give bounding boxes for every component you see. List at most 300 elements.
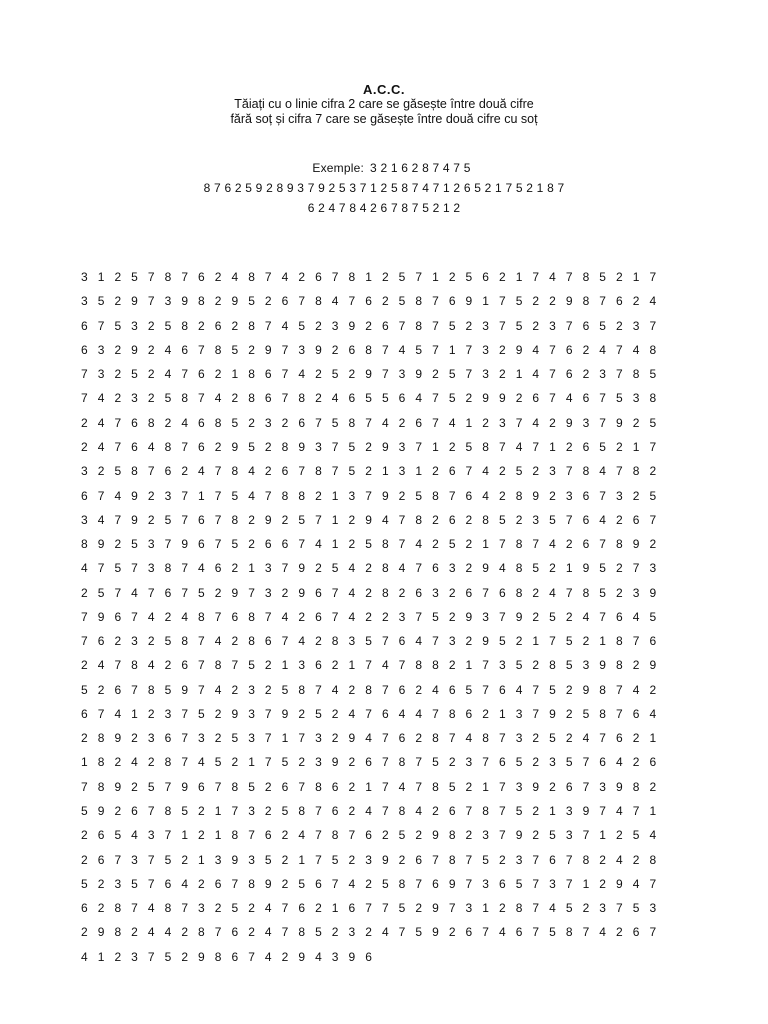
digit-cell[interactable]: 4 [281, 609, 289, 624]
digit-cell[interactable]: 4 [599, 464, 606, 479]
digit-cell[interactable]: 2 [81, 439, 88, 454]
digit-cell[interactable]: 4 [381, 658, 389, 673]
digit-cell[interactable]: 2 [365, 925, 372, 940]
digit-cell[interactable]: 8 [365, 682, 372, 697]
digit-cell[interactable]: 5 [231, 415, 239, 430]
digit-cell[interactable]: 7 [498, 731, 506, 746]
digit-cell[interactable]: 7 [198, 342, 205, 357]
digit-cell[interactable]: 2 [348, 803, 356, 818]
digit-cell[interactable]: 5 [248, 779, 255, 794]
digit-cell[interactable]: 2 [632, 488, 640, 503]
digit-cell[interactable]: 8 [381, 561, 389, 576]
digit-cell[interactable]: 3 [331, 318, 339, 333]
digit-cell[interactable]: 2 [198, 828, 205, 843]
digit-cell[interactable]: 2 [632, 294, 640, 309]
digit-cell[interactable]: 9 [448, 876, 456, 891]
digit-cell[interactable]: 6 [432, 561, 439, 576]
digit-cell[interactable]: 5 [164, 512, 172, 527]
digit-cell[interactable]: 7 [599, 537, 606, 552]
digit-cell[interactable]: 6 [549, 852, 556, 867]
digit-cell[interactable]: 4 [147, 925, 155, 940]
digit-cell[interactable]: 4 [381, 415, 389, 430]
digit-cell[interactable]: 3 [432, 585, 439, 600]
digit-cell[interactable]: 5 [298, 876, 306, 891]
digit-cell[interactable]: 2 [231, 755, 239, 770]
digit-cell[interactable]: 6 [264, 537, 272, 552]
digit-cell[interactable]: 9 [498, 391, 506, 406]
digit-cell[interactable]: 6 [281, 464, 289, 479]
digit-cell[interactable]: 5 [432, 609, 439, 624]
digit-cell[interactable]: 2 [348, 755, 356, 770]
digit-cell[interactable]: 1 [532, 634, 540, 649]
digit-cell[interactable]: 9 [482, 391, 489, 406]
digit-cell[interactable]: 8 [248, 367, 255, 382]
digit-cell[interactable]: 6 [582, 512, 590, 527]
digit-cell[interactable]: 2 [114, 270, 122, 285]
digit-cell[interactable]: 7 [616, 464, 623, 479]
digit-cell[interactable]: 2 [582, 634, 590, 649]
digit-cell[interactable]: 8 [81, 537, 88, 552]
digit-cell[interactable]: 2 [649, 682, 657, 697]
digit-cell[interactable]: 2 [264, 779, 272, 794]
digit-cell[interactable]: 2 [398, 415, 406, 430]
digit-cell[interactable]: 7 [264, 318, 272, 333]
digit-cell[interactable]: 8 [582, 852, 590, 867]
digit-cell[interactable]: 3 [164, 294, 172, 309]
digit-cell[interactable]: 4 [131, 755, 138, 770]
digit-cell[interactable]: 4 [147, 439, 155, 454]
digit-cell[interactable]: 6 [582, 488, 590, 503]
digit-cell[interactable]: 7 [181, 512, 188, 527]
digit-cell[interactable]: 1 [482, 779, 489, 794]
digit-cell[interactable]: 4 [298, 634, 306, 649]
digit-cell[interactable]: 3 [164, 706, 172, 721]
digit-cell[interactable]: 7 [281, 634, 289, 649]
digit-cell[interactable]: 7 [432, 706, 439, 721]
digit-cell[interactable]: 5 [114, 318, 122, 333]
digit-cell[interactable]: 6 [315, 270, 322, 285]
digit-cell[interactable]: 9 [97, 537, 105, 552]
digit-cell[interactable]: 9 [381, 488, 389, 503]
digit-cell[interactable]: 7 [381, 731, 389, 746]
digit-cell[interactable]: 7 [181, 488, 188, 503]
digit-cell[interactable]: 8 [649, 342, 657, 357]
digit-cell[interactable]: 7 [565, 464, 573, 479]
digit-cell[interactable]: 2 [331, 731, 339, 746]
digit-cell[interactable]: 1 [365, 270, 372, 285]
digit-cell[interactable]: 9 [181, 537, 188, 552]
digit-cell[interactable]: 7 [248, 585, 255, 600]
digit-cell[interactable]: 6 [649, 634, 657, 649]
digit-cell[interactable]: 3 [398, 464, 406, 479]
digit-cell[interactable]: 1 [331, 537, 339, 552]
digit-cell[interactable]: 4 [198, 561, 205, 576]
digit-cell[interactable]: 6 [365, 828, 372, 843]
digit-cell[interactable]: 3 [264, 561, 272, 576]
digit-cell[interactable]: 6 [231, 609, 239, 624]
digit-cell[interactable]: 6 [348, 342, 356, 357]
digit-cell[interactable]: 7 [532, 852, 540, 867]
digit-cell[interactable]: 6 [281, 537, 289, 552]
digit-cell[interactable]: 6 [381, 706, 389, 721]
digit-cell[interactable]: 7 [415, 876, 423, 891]
digit-cell[interactable]: 7 [465, 803, 473, 818]
digit-cell[interactable]: 7 [482, 755, 489, 770]
digit-cell[interactable]: 8 [248, 609, 255, 624]
digit-cell[interactable]: 8 [331, 634, 339, 649]
digit-cell[interactable]: 8 [248, 391, 255, 406]
digit-cell[interactable]: 7 [381, 901, 389, 916]
digit-cell[interactable]: 2 [231, 391, 239, 406]
digit-cell[interactable]: 7 [415, 561, 423, 576]
digit-cell[interactable]: 8 [298, 391, 306, 406]
digit-cell[interactable]: 9 [649, 585, 657, 600]
digit-cell[interactable]: 6 [315, 658, 322, 673]
digit-cell[interactable]: 2 [549, 415, 556, 430]
digit-cell[interactable]: 8 [181, 391, 188, 406]
digit-cell[interactable]: 5 [398, 828, 406, 843]
digit-cell[interactable]: 6 [632, 512, 640, 527]
digit-cell[interactable]: 8 [147, 682, 155, 697]
digit-cell[interactable]: 7 [315, 828, 322, 843]
digit-cell[interactable]: 2 [465, 391, 473, 406]
digit-cell[interactable]: 5 [448, 367, 456, 382]
digit-cell[interactable]: 2 [465, 537, 473, 552]
digit-cell[interactable]: 9 [181, 294, 188, 309]
digit-cell[interactable]: 2 [114, 391, 122, 406]
digit-cell[interactable]: 2 [214, 706, 222, 721]
digit-cell[interactable]: 4 [164, 342, 172, 357]
digit-cell[interactable]: 8 [381, 585, 389, 600]
digit-cell[interactable]: 4 [415, 391, 423, 406]
digit-cell[interactable]: 7 [114, 415, 122, 430]
digit-cell[interactable]: 6 [565, 367, 573, 382]
digit-cell[interactable]: 9 [114, 779, 122, 794]
digit-cell[interactable]: 3 [198, 731, 205, 746]
digit-cell[interactable]: 2 [632, 852, 640, 867]
digit-cell[interactable]: 7 [498, 439, 506, 454]
digit-cell[interactable]: 2 [147, 634, 155, 649]
digit-cell[interactable]: 8 [381, 537, 389, 552]
digit-cell[interactable]: 9 [298, 949, 306, 964]
digit-cell[interactable]: 5 [565, 634, 573, 649]
digit-cell[interactable]: 2 [381, 270, 389, 285]
digit-cell[interactable]: 3 [482, 609, 489, 624]
digit-cell[interactable]: 6 [498, 682, 506, 697]
digit-cell[interactable]: 7 [565, 852, 573, 867]
digit-cell[interactable]: 2 [81, 731, 88, 746]
digit-cell[interactable]: 4 [147, 658, 155, 673]
digit-cell[interactable]: 6 [131, 803, 138, 818]
digit-cell[interactable]: 2 [498, 901, 506, 916]
digit-cell[interactable]: 7 [181, 755, 188, 770]
digit-cell[interactable]: 7 [181, 439, 188, 454]
digit-cell[interactable]: 7 [264, 731, 272, 746]
digit-cell[interactable]: 7 [381, 755, 389, 770]
digit-cell[interactable]: 1 [448, 342, 456, 357]
digit-cell[interactable]: 1 [281, 658, 289, 673]
digit-cell[interactable]: 2 [264, 294, 272, 309]
digit-cell[interactable]: 3 [147, 561, 155, 576]
digit-cell[interactable]: 4 [599, 342, 606, 357]
digit-cell[interactable]: 2 [198, 318, 205, 333]
digit-cell[interactable]: 8 [482, 731, 489, 746]
digit-cell[interactable]: 2 [465, 828, 473, 843]
digit-cell[interactable]: 2 [315, 391, 322, 406]
digit-cell[interactable]: 4 [198, 755, 205, 770]
digit-cell[interactable]: 2 [248, 342, 255, 357]
digit-cell[interactable]: 5 [616, 391, 623, 406]
digit-cell[interactable]: 4 [632, 342, 640, 357]
digit-cell[interactable]: 6 [198, 367, 205, 382]
digit-cell[interactable]: 7 [331, 439, 339, 454]
digit-cell[interactable]: 9 [131, 342, 138, 357]
digit-cell[interactable]: 3 [616, 488, 623, 503]
digit-cell[interactable]: 3 [131, 949, 138, 964]
digit-cell[interactable]: 7 [381, 342, 389, 357]
digit-cell[interactable]: 2 [448, 439, 456, 454]
digit-cell[interactable]: 8 [214, 949, 222, 964]
digit-cell[interactable]: 2 [348, 512, 356, 527]
digit-cell[interactable]: 6 [164, 585, 172, 600]
digit-cell[interactable]: 4 [599, 925, 606, 940]
digit-cell[interactable]: 7 [616, 901, 623, 916]
digit-cell[interactable]: 3 [465, 901, 473, 916]
digit-cell[interactable]: 2 [97, 464, 105, 479]
digit-cell[interactable]: 7 [164, 828, 172, 843]
digit-cell[interactable]: 6 [231, 949, 239, 964]
digit-cell[interactable]: 5 [448, 391, 456, 406]
digit-cell[interactable]: 2 [465, 318, 473, 333]
digit-cell[interactable]: 8 [248, 634, 255, 649]
digit-cell[interactable]: 4 [264, 901, 272, 916]
digit-cell[interactable]: 2 [264, 439, 272, 454]
digit-cell[interactable]: 7 [264, 609, 272, 624]
digit-cell[interactable]: 2 [448, 755, 456, 770]
digit-cell[interactable]: 6 [532, 391, 540, 406]
digit-cell[interactable]: 1 [298, 852, 306, 867]
digit-cell[interactable]: 3 [248, 731, 255, 746]
digit-cell[interactable]: 4 [348, 561, 356, 576]
digit-cell[interactable]: 8 [515, 537, 523, 552]
digit-cell[interactable]: 8 [616, 658, 623, 673]
digit-cell[interactable]: 2 [81, 658, 88, 673]
digit-cell[interactable]: 7 [649, 318, 657, 333]
digit-cell[interactable]: 7 [131, 609, 138, 624]
digit-cell[interactable]: 2 [432, 367, 439, 382]
digit-cell[interactable]: 4 [331, 682, 339, 697]
digit-cell[interactable]: 2 [97, 682, 105, 697]
digit-cell[interactable]: 6 [348, 901, 356, 916]
digit-cell[interactable]: 9 [264, 512, 272, 527]
digit-cell[interactable]: 8 [482, 803, 489, 818]
digit-cell[interactable]: 8 [248, 318, 255, 333]
digit-cell[interactable]: 9 [365, 512, 372, 527]
digit-cell[interactable]: 7 [415, 609, 423, 624]
digit-cell[interactable]: 2 [147, 755, 155, 770]
digit-cell[interactable]: 7 [549, 342, 556, 357]
digit-cell[interactable]: 2 [315, 318, 322, 333]
digit-cell[interactable]: 3 [465, 755, 473, 770]
digit-cell[interactable]: 9 [131, 512, 138, 527]
digit-cell[interactable]: 7 [147, 876, 155, 891]
digit-cell[interactable]: 8 [515, 488, 523, 503]
digit-cell[interactable]: 8 [231, 512, 239, 527]
digit-cell[interactable]: 4 [331, 294, 339, 309]
digit-cell[interactable]: 1 [331, 901, 339, 916]
digit-cell[interactable]: 4 [565, 391, 573, 406]
digit-cell[interactable]: 3 [482, 876, 489, 891]
digit-cell[interactable]: 8 [432, 779, 439, 794]
digit-cell[interactable]: 2 [432, 464, 439, 479]
digit-cell[interactable]: 7 [81, 779, 88, 794]
digit-cell[interactable]: 2 [616, 828, 623, 843]
digit-cell[interactable]: 5 [432, 755, 439, 770]
digit-cell[interactable]: 5 [331, 367, 339, 382]
digit-cell[interactable]: 7 [532, 876, 540, 891]
digit-cell[interactable]: 1 [599, 828, 606, 843]
digit-cell[interactable]: 2 [231, 634, 239, 649]
digit-cell[interactable]: 2 [532, 294, 540, 309]
digit-cell[interactable]: 4 [164, 925, 172, 940]
digit-cell[interactable]: 7 [348, 828, 356, 843]
digit-cell[interactable]: 2 [248, 415, 255, 430]
digit-cell[interactable]: 7 [214, 512, 222, 527]
digit-cell[interactable]: 9 [582, 561, 590, 576]
digit-cell[interactable]: 7 [214, 609, 222, 624]
digit-cell[interactable]: 4 [398, 561, 406, 576]
digit-cell[interactable]: 7 [131, 901, 138, 916]
digit-cell[interactable]: 8 [515, 585, 523, 600]
digit-cell[interactable]: 2 [281, 512, 289, 527]
digit-cell[interactable]: 3 [131, 634, 138, 649]
digit-cell[interactable]: 4 [248, 464, 255, 479]
digit-cell[interactable]: 2 [365, 561, 372, 576]
digit-cell[interactable]: 1 [281, 731, 289, 746]
digit-cell[interactable]: 9 [616, 779, 623, 794]
digit-cell[interactable]: 7 [315, 803, 322, 818]
digit-cell[interactable]: 6 [198, 270, 205, 285]
digit-cell[interactable]: 3 [315, 439, 322, 454]
digit-cell[interactable]: 5 [549, 682, 556, 697]
digit-cell[interactable]: 6 [264, 634, 272, 649]
digit-cell[interactable]: 3 [81, 270, 88, 285]
digit-cell[interactable]: 2 [114, 755, 122, 770]
digit-cell[interactable]: 6 [331, 779, 339, 794]
digit-cell[interactable]: 6 [465, 925, 473, 940]
digit-cell[interactable]: 8 [114, 925, 122, 940]
digit-cell[interactable]: 6 [582, 391, 590, 406]
digit-cell[interactable]: 2 [164, 415, 172, 430]
digit-cell[interactable]: 9 [181, 682, 188, 697]
digit-cell[interactable]: 8 [398, 803, 406, 818]
digit-cell[interactable]: 6 [331, 803, 339, 818]
digit-cell[interactable]: 2 [281, 415, 289, 430]
digit-cell[interactable]: 9 [348, 318, 356, 333]
digit-cell[interactable]: 4 [415, 706, 423, 721]
digit-cell[interactable]: 6 [398, 391, 406, 406]
digit-cell[interactable]: 2 [532, 658, 540, 673]
digit-cell[interactable]: 7 [599, 294, 606, 309]
digit-cell[interactable]: 5 [398, 294, 406, 309]
digit-cell[interactable]: 7 [231, 876, 239, 891]
digit-cell[interactable]: 3 [549, 318, 556, 333]
digit-cell[interactable]: 7 [498, 803, 506, 818]
digit-cell[interactable]: 7 [181, 706, 188, 721]
digit-cell[interactable]: 6 [599, 755, 606, 770]
digit-cell[interactable]: 4 [97, 658, 105, 673]
digit-cell[interactable]: 7 [432, 342, 439, 357]
digit-cell[interactable]: 6 [198, 779, 205, 794]
digit-cell[interactable]: 5 [448, 779, 456, 794]
digit-cell[interactable]: 7 [281, 367, 289, 382]
digit-cell[interactable]: 5 [331, 415, 339, 430]
digit-cell[interactable]: 2 [415, 731, 423, 746]
digit-cell[interactable]: 2 [381, 609, 389, 624]
digit-cell[interactable]: 4 [532, 415, 540, 430]
digit-cell[interactable]: 2 [532, 318, 540, 333]
digit-cell[interactable]: 7 [131, 561, 138, 576]
digit-cell[interactable]: 9 [97, 925, 105, 940]
digit-cell[interactable]: 3 [264, 415, 272, 430]
digit-cell[interactable]: 2 [515, 512, 523, 527]
digit-cell[interactable]: 2 [532, 731, 540, 746]
digit-cell[interactable]: 7 [331, 270, 339, 285]
digit-cell[interactable]: 4 [549, 585, 556, 600]
digit-cell[interactable]: 1 [248, 755, 255, 770]
digit-cell[interactable]: 5 [565, 901, 573, 916]
digit-cell[interactable]: 7 [549, 634, 556, 649]
digit-cell[interactable]: 7 [582, 828, 590, 843]
digit-cell[interactable]: 3 [365, 852, 372, 867]
digit-cell[interactable]: 2 [281, 949, 289, 964]
digit-cell[interactable]: 7 [415, 439, 423, 454]
digit-cell[interactable]: 7 [198, 658, 205, 673]
digit-cell[interactable]: 7 [465, 852, 473, 867]
digit-cell[interactable]: 3 [549, 755, 556, 770]
digit-cell[interactable]: 3 [498, 658, 506, 673]
digit-cell[interactable]: 2 [465, 512, 473, 527]
digit-cell[interactable]: 7 [298, 779, 306, 794]
digit-cell[interactable]: 2 [599, 876, 606, 891]
digit-cell[interactable]: 9 [532, 779, 540, 794]
digit-cell[interactable]: 2 [214, 439, 222, 454]
digit-cell[interactable]: 4 [381, 925, 389, 940]
digit-cell[interactable]: 6 [432, 876, 439, 891]
digit-cell[interactable]: 7 [532, 537, 540, 552]
digit-cell[interactable]: 9 [599, 658, 606, 673]
digit-cell[interactable]: 2 [147, 706, 155, 721]
digit-cell[interactable]: 3 [81, 512, 88, 527]
digit-cell[interactable]: 5 [381, 876, 389, 891]
digit-cell[interactable]: 5 [131, 367, 138, 382]
digit-cell[interactable]: 5 [114, 464, 122, 479]
digit-cell[interactable]: 7 [181, 731, 188, 746]
digit-cell[interactable]: 5 [331, 561, 339, 576]
digit-cell[interactable]: 6 [565, 779, 573, 794]
digit-cell[interactable]: 9 [582, 682, 590, 697]
digit-cell[interactable]: 1 [131, 706, 138, 721]
digit-cell[interactable]: 1 [348, 658, 356, 673]
digit-cell[interactable]: 4 [398, 779, 406, 794]
digit-cell[interactable]: 9 [381, 852, 389, 867]
digit-cell[interactable]: 7 [231, 658, 239, 673]
digit-cell[interactable]: 2 [582, 342, 590, 357]
digit-cell[interactable]: 8 [365, 342, 372, 357]
digit-cell[interactable]: 3 [331, 949, 339, 964]
digit-cell[interactable]: 7 [632, 634, 640, 649]
digit-cell[interactable]: 6 [315, 876, 322, 891]
